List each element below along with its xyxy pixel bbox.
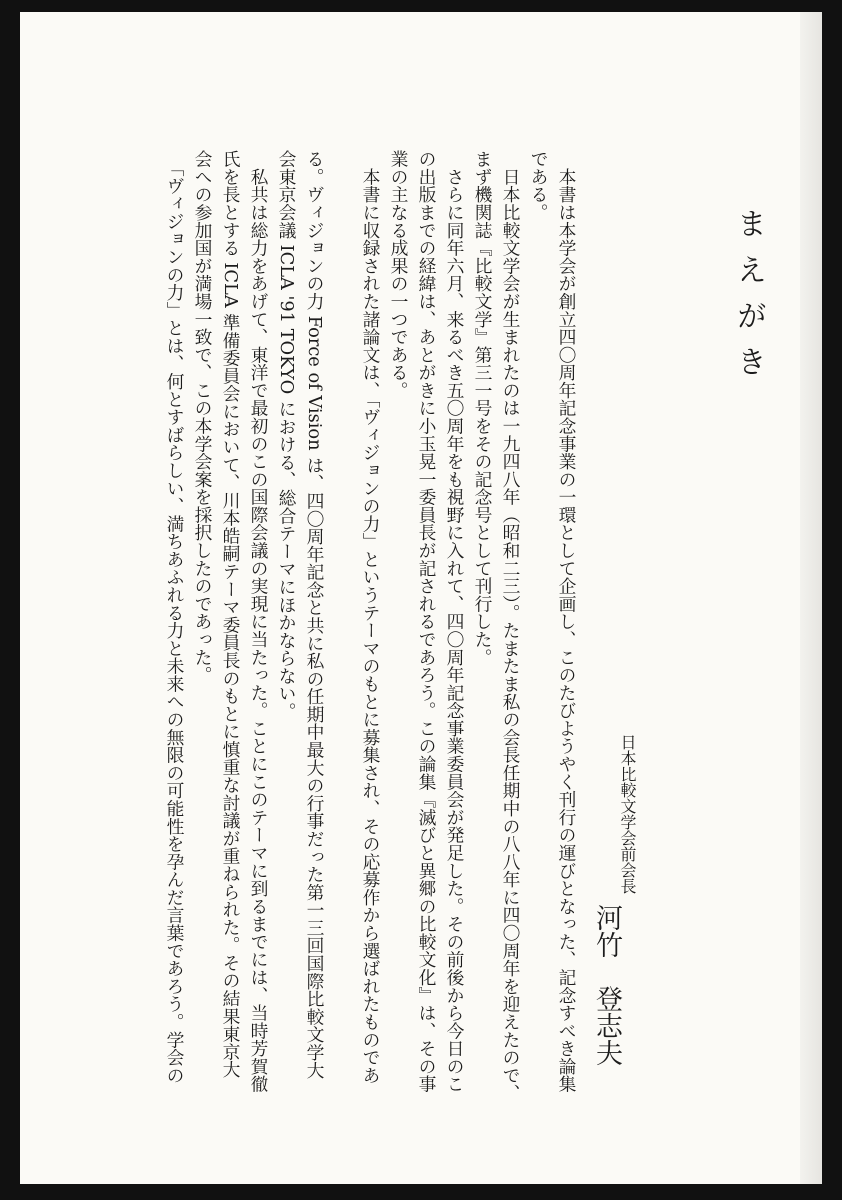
text-line: である。 bbox=[528, 150, 549, 222]
text-line: る。ヴィジョンの力 Force of Vision は、四〇周年記念と共に私の任期中最大の行事だった第一三回国際比較文学大 bbox=[304, 150, 325, 1079]
text-line: 氏を長とする ICLA 準備委員会において、川本皓嗣テーマ委員長のもとに慎重な討議が重ねられた。その結果東京大 bbox=[220, 150, 241, 1079]
page-title: まえがき bbox=[731, 208, 766, 392]
text-line: 会への参加国が満場一致で、この本学会案を採択したのであった。 bbox=[192, 150, 213, 684]
page-edge bbox=[800, 12, 822, 1184]
text-line: の出版までの経緯は、あとがきに小玉晃一委員長が記されるであろう。この論集『滅びと異郷の比較文化』は、その事 bbox=[416, 150, 437, 1093]
author-title: 日本比較文学会前会長 bbox=[618, 734, 637, 894]
body-text bbox=[150, 150, 580, 1102]
book-page bbox=[20, 12, 822, 1184]
text-line: まず機関誌『比較文学』第三一号をその記念号として刊行した。 bbox=[472, 150, 493, 666]
text-line: さらに同年六月、来るべき五〇周年をも視野に入れて、四〇周年記念事業委員会が発足した。その前後から今日のこ bbox=[444, 150, 465, 1093]
text-line: 本書は本学会が創立四〇周年記念事業の一環として企画し、このたびようやく刊行の運びとなった、記念すべき論集 bbox=[556, 150, 577, 1093]
text-line: 私共は総力をあげて、東洋で最初のこの国際会議の実現に当たった。ことにこのテーマに到るまでには、当時芳賀徹 bbox=[248, 150, 269, 1093]
text-line: 「ヴィジョンの力」とは、何とすばらしい、満ちあふれる力と未来への無限の可能性を孕んだ言葉であろう。学会の bbox=[164, 150, 185, 1084]
text-line: 会東京会議 ICLA '91 TOKYO における、総合テーマにほかならない。 bbox=[276, 150, 297, 721]
text-line: 日本比較文学会が生まれたのは一九四八年（昭和二三）。たまたま私の会長任期中の八八年に四〇周年を迎えたので、 bbox=[500, 150, 521, 1102]
text-line: 本書に収録された諸論文は、「ヴィジョンの力」というテーマのもとに募集され、その応募作から選ばれたものであ bbox=[360, 150, 381, 1084]
author-name: 河竹 登志夫 bbox=[591, 904, 622, 1066]
text-line: 業の主なる成果の一つである。 bbox=[388, 150, 409, 400]
